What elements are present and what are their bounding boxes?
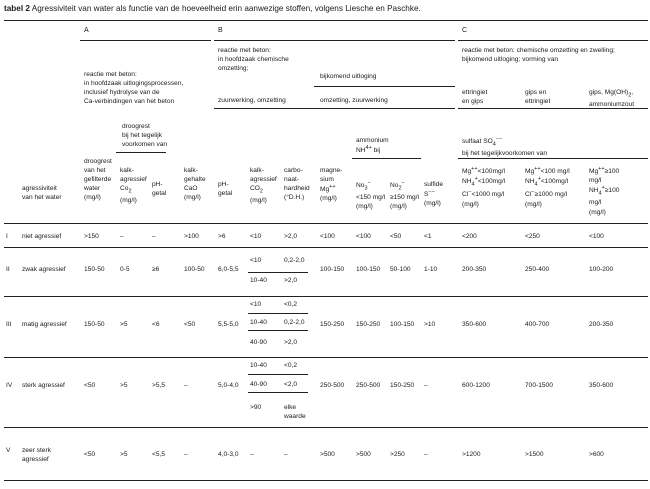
cell-no3: <100 [356, 233, 371, 240]
cell-co2-a: >5 [120, 321, 128, 328]
cell-c1: >1200 [462, 451, 481, 458]
row-number: III [6, 321, 12, 328]
cell-co2-a: – [120, 233, 124, 240]
cell-co2-b-1: 10-40 [250, 362, 267, 369]
col-header-c3: Mg++≥100 mg/l $NH_4^+\ge 100$ mg/l (mg/l) [589, 166, 620, 216]
cell-rule-iii-1 [248, 313, 308, 314]
cell-no2: 150-250 [390, 382, 415, 389]
ammonium-span-header: ammonium $NH^{4+}$ bij [356, 137, 389, 155]
cell-ph-b: 4,0-3,0 [218, 451, 239, 458]
cell-c2: 250-400 [525, 266, 550, 273]
col-header-c1: Mg++<100mg/l $NH_4^+<100mg/l$ Cl−<1000 mg/l (mg/l) [462, 166, 506, 208]
col-header-co2-b: kalk- agressief $CO_2$ (mg/l) [250, 167, 277, 205]
table-title [4, 3, 421, 14]
droogrest-rule [116, 152, 166, 153]
cell-co2-a: >5 [120, 382, 128, 389]
group-b-letter: B [218, 27, 223, 34]
cell-c2: >1500 [525, 451, 544, 458]
row-label: zwak agressief [22, 266, 66, 273]
cell-c2: 400-700 [525, 321, 550, 328]
cell-droogrest: <50 [84, 382, 96, 389]
cell-hardheid-3: >2,0 [284, 339, 298, 346]
group-c-sub3: gips, $Mg(OH)_2$, ammoniumzout [589, 89, 635, 108]
sulfaat-span-header: sulfaat $SO_4^{--}$ bij het tegelijkvoorkomen van [462, 136, 548, 158]
group-b-sub-rule2 [214, 108, 455, 109]
group-b-sub2: zuurwerking, omzetting [218, 97, 286, 104]
cell-ph-b: 6,0-5,5 [218, 266, 239, 273]
ammonium-rule [352, 158, 421, 159]
cell-rule-iii-2 [248, 330, 308, 331]
group-c-desc: reactie met beton: chemische omzetting en zwelling; bijkomend uitloging; vorming van [462, 47, 615, 64]
cell-co2-b: <10 [250, 233, 262, 240]
cell-c2: <250 [525, 233, 540, 240]
cell-rule-iv-1 [248, 374, 308, 375]
cell-co2-b-2: 10-40 [250, 319, 267, 326]
cell-no3: 250-500 [356, 382, 381, 389]
cell-droogrest: <50 [84, 451, 96, 458]
group-a-desc: reactie met beton: in hoofdzaak uitlogingsprocessen, inclusief hydrolyse van de Ca-verbindingen van het beton [84, 71, 184, 106]
row-label: niet agressief [22, 233, 62, 240]
cell-droogrest: 150-50 [84, 321, 105, 328]
cell-sulfide: – [424, 451, 428, 458]
cell-droogrest: >150 [84, 233, 99, 240]
col-header-sulfide: sulfide S−− (mg/l) [424, 181, 444, 208]
cell-ph-b: 5,5-5,0 [218, 321, 239, 328]
row-label: sterk agressief [22, 382, 65, 389]
cell-c1: 350-600 [462, 321, 487, 328]
row-number: V [6, 447, 11, 454]
cell-ph-b: 5,0-4,0 [218, 382, 239, 389]
cell-co2-b-1: <10 [250, 301, 262, 308]
cell-mg: 250-500 [320, 382, 345, 389]
cell-mg: 150-250 [320, 321, 345, 328]
col-header-c2: Mg++<100 mg/l $NH_4^+<100mg/l$ Cl−≥1000 mg/l (mg/l) [525, 166, 570, 208]
group-b-sub1: bijkomend uitloging [320, 73, 377, 80]
cell-ph-a: >5,5 [152, 382, 166, 389]
cell-ph-a: <5,5 [152, 451, 166, 458]
row-label: zeer sterk agressief [22, 447, 51, 464]
cell-cao: 100-50 [184, 266, 205, 273]
row-number: IV [6, 382, 13, 389]
group-c-rule [458, 40, 648, 41]
cell-ph-b: >6 [218, 233, 226, 240]
cell-ph-a: – [152, 233, 156, 240]
cell-no3: 100-150 [356, 266, 381, 273]
row-rule-4 [4, 427, 648, 428]
cell-hardheid-2: 0,2-2,0 [284, 319, 305, 326]
row-number: I [6, 233, 8, 240]
cell-co2-b-2: 10-40 [250, 277, 267, 284]
cell-no2: >250 [390, 451, 405, 458]
cell-sulfide: <1 [424, 233, 432, 240]
row-number: II [6, 266, 10, 273]
cell-ph-a: <6 [152, 321, 160, 328]
cell-co2-b-3: 40-90 [250, 339, 267, 346]
cell-hardheid-1: 0,2-2,0 [284, 257, 305, 264]
cell-co2-b-1: <10 [250, 257, 262, 264]
col-header-cao: kalk- gehalte CaO (mg/l) [184, 167, 206, 202]
cell-c3: 100-200 [589, 266, 614, 273]
cell-no2: 100-150 [390, 321, 415, 328]
cell-no2: <50 [390, 233, 402, 240]
col-header-mg: magne- sium Mg++ (mg/l) [320, 167, 343, 203]
cell-no2: 50-100 [390, 266, 411, 273]
group-c-sub2: gips en ettringiet [525, 89, 551, 106]
col-header-no2: $No_2^-$ ≥150 mg/l (mg/l) [390, 180, 419, 211]
cell-sulfide: >10 [424, 321, 436, 328]
title-rule [4, 20, 648, 21]
col-header-ph-a: pH- getal [152, 181, 167, 198]
cell-cao: – [184, 382, 188, 389]
cell-c3: <100 [589, 233, 604, 240]
cell-hardheid-1: <0,2 [284, 301, 298, 308]
cell-no3: >500 [356, 451, 371, 458]
cell-hardheid: >2,0 [284, 233, 298, 240]
cell-no3: 150-250 [356, 321, 381, 328]
cell-cao: >100 [184, 233, 199, 240]
table-caption: Agressiviteit van water als functie van de hoeveelheid erin aanwezige stoffen, volgens Liesche en Paschke. [31, 4, 421, 13]
cell-hardheid: – [284, 451, 288, 458]
cell-mg: >500 [320, 451, 335, 458]
col-header-droogrest: droogrest van het gefilterde water (mg/l) [84, 158, 112, 202]
cell-co2-b-2: 40-90 [250, 381, 267, 388]
col-header-agressiviteit: agressiviteit van het water [22, 185, 62, 202]
row-rule-1 [4, 247, 648, 248]
cell-c3: 200-350 [589, 321, 614, 328]
group-b-sub3: omzetting, zuurwerking [320, 97, 388, 104]
cell-c1: 200-350 [462, 266, 487, 273]
group-b-sub-rule [314, 86, 455, 87]
row-label: matig agressief [22, 321, 67, 328]
cell-co2-a: 0-5 [120, 266, 130, 273]
group-c-letter: C [462, 27, 468, 34]
header-rule [4, 223, 648, 224]
cell-hardheid-2: <2,0 [284, 381, 298, 388]
cell-c3: >600 [589, 451, 604, 458]
cell-c1: 600-1200 [462, 382, 490, 389]
cell-mg: <100 [320, 233, 335, 240]
cell-sulfide: – [424, 382, 428, 389]
row-rule-3 [4, 357, 648, 358]
col-header-hardheid: carbo- naat- hardheid (°D.H.) [284, 167, 310, 202]
col-header-no3: $No_3^-$ <150 mg/l (mg/l) [356, 180, 386, 211]
row-rule-2 [4, 296, 648, 297]
cell-ph-a: ≥6 [152, 266, 160, 273]
group-a-rule [80, 40, 211, 41]
cell-mg: 100-150 [320, 266, 345, 273]
cell-hardheid-3: elke waarde [284, 404, 306, 421]
group-b-desc: reactie met beton: in hoofdzaak chemische omzetting; [218, 47, 289, 73]
col-header-ph-b: pH- getal [218, 181, 233, 198]
cell-rule-ii-1 [248, 272, 308, 273]
cell-c1: <200 [462, 233, 477, 240]
cell-cao: <50 [184, 321, 196, 328]
cell-c2: 700-1500 [525, 382, 553, 389]
bottom-rule [4, 480, 648, 481]
group-b-rule [214, 40, 455, 41]
cell-co2-b: – [250, 451, 254, 458]
group-c-sub1: ettringiet en gips [462, 89, 488, 106]
group-a-letter: A [84, 27, 89, 34]
cell-rule-iv-2 [248, 392, 308, 393]
table-label: tabel 2 [4, 4, 30, 13]
droogrest-span-header: droogrest bij het tegelijk voorkomen van [122, 123, 168, 149]
cell-co2-a: >5 [120, 451, 128, 458]
col-header-co2-a: kalk- agressief $Co_2$ (mg/l) [120, 167, 147, 205]
cell-hardheid-2: >2,0 [284, 277, 298, 284]
cell-sulfide: 1-10 [424, 266, 438, 273]
cell-c3: 350-600 [589, 382, 614, 389]
cell-droogrest: 150-50 [84, 266, 105, 273]
cell-co2-b-3: >90 [250, 404, 262, 411]
cell-cao: – [184, 451, 188, 458]
cell-hardheid-1: <0,2 [284, 362, 298, 369]
